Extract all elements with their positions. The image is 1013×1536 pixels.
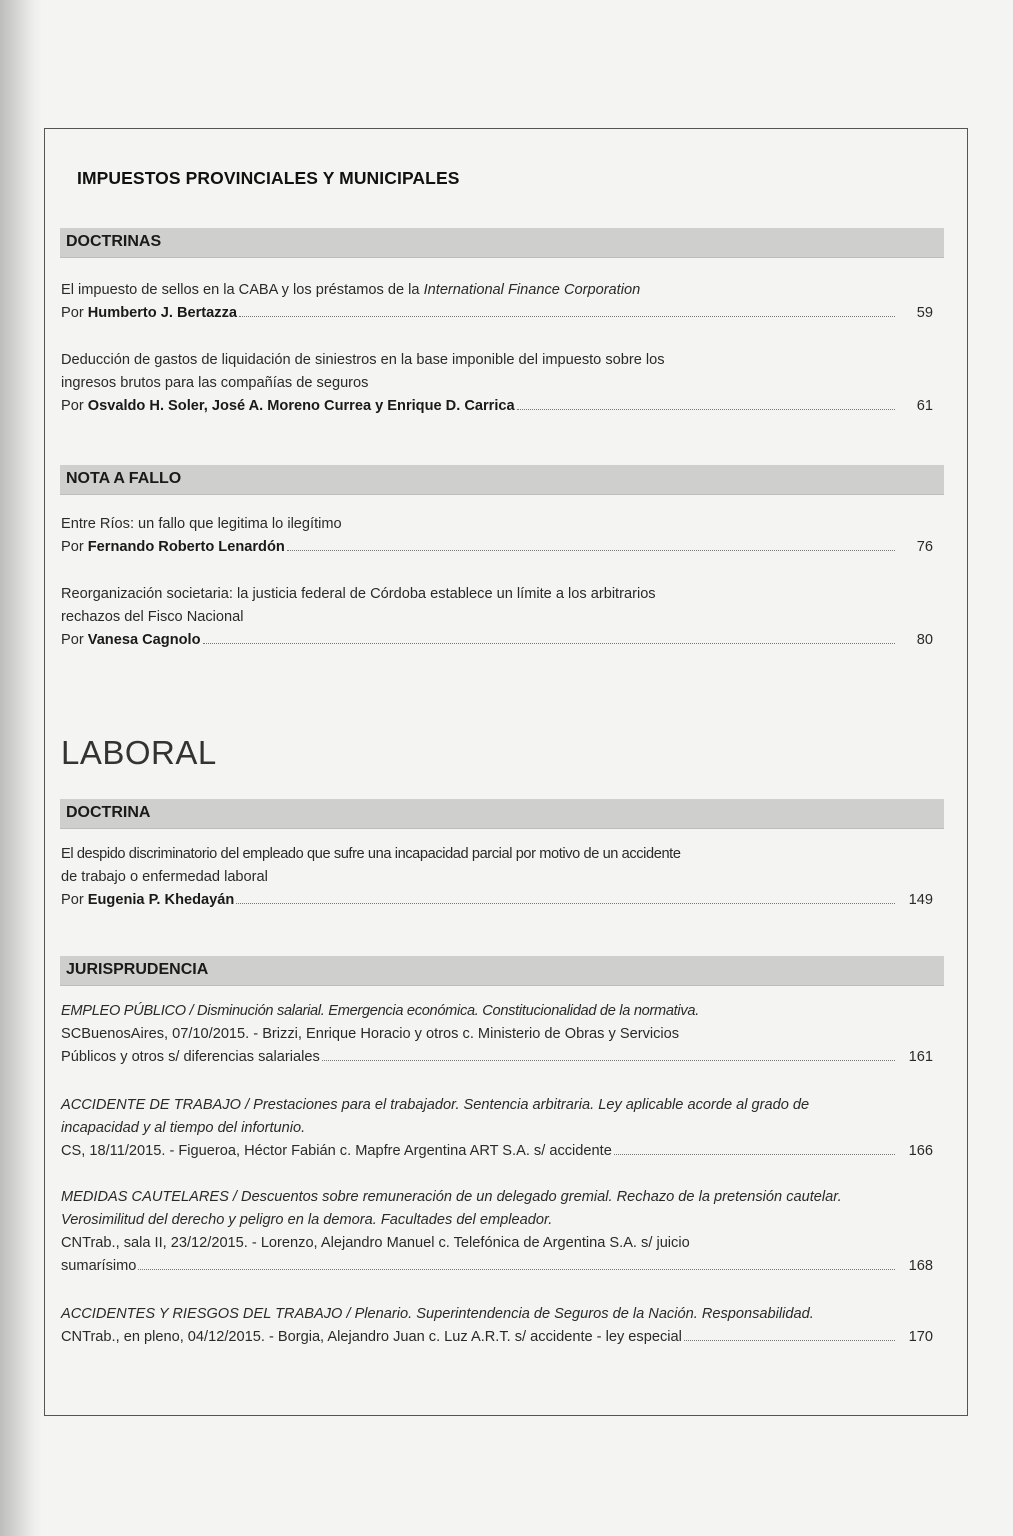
toc-entry[interactable] (61, 1303, 941, 1349)
entry-citation-last: CS, 18/11/2015. - Figueroa, Héctor Fabián c. Mapfre Argentina ART S.A. s/ accidente 166 (61, 1140, 941, 1163)
entry-summary: MEDIDAS CAUTELARES / Descuentos sobre remuneración de un delegado gremial. Rechazo de la pretensión cautelar. Verosimilitud del derecho y peligro en la demora. Facultades del empleador. (61, 1189, 842, 1228)
toc-entry[interactable] (61, 1000, 941, 1069)
dot-leader (236, 902, 895, 904)
entry-title: Deducción de gastos de liquidación de siniestros en la base imponible del impuesto sobre los (61, 352, 665, 368)
section-title-impuestos: IMPUESTOS PROVINCIALES Y MUNICIPALES (77, 168, 460, 188)
page-number: 166 (908, 1143, 933, 1159)
entry-byline: Por Osvaldo H. Soler, José A. Moreno Currea y Enrique D. Carrica 61 (61, 395, 941, 418)
dot-leader (322, 1059, 895, 1061)
entry-author: Vanesa Cagnolo (87, 632, 201, 648)
entry-author: Fernando Roberto Lenardón (87, 539, 285, 555)
toc-entry[interactable] (61, 349, 941, 418)
category-label: DOCTRINAS (66, 233, 162, 250)
toc-entry[interactable] (61, 1186, 941, 1278)
entry-author: Osvaldo H. Soler, José A. Moreno Currea y Enrique D. Carrica (87, 398, 515, 414)
entry-byline: Por Eugenia P. Khedayán 149 (61, 889, 941, 912)
page-number: 168 (908, 1258, 933, 1274)
entry-title: Entre Ríos: un fallo que legitima lo ilegítimo (61, 516, 342, 532)
dot-leader (684, 1339, 895, 1341)
entry-summary: EMPLEO PÚBLICO / Disminución salarial. Emergencia económica. Constitucionalidad de la normativa. (61, 1003, 699, 1019)
entry-title: El despido discriminatorio del empleado que sufre una incapacidad parcial por motivo de un accidente (61, 846, 681, 862)
dot-leader (203, 642, 896, 644)
entry-byline: Por Vanesa Cagnolo 80 (61, 629, 941, 652)
entry-summary: ACCIDENTES Y RIESGOS DEL TRABAJO / Plenario. Superintendencia de Seguros de la Nación. Responsabilidad. (61, 1306, 814, 1322)
page-number: 76 (916, 539, 933, 555)
page-number: 80 (916, 632, 933, 648)
entry-author: Eugenia P. Khedayán (87, 892, 235, 908)
toc-entry[interactable] (61, 583, 941, 652)
category-bar-doctrinas (60, 228, 944, 258)
toc-entry[interactable] (61, 1094, 941, 1163)
category-bar-doctrina (60, 799, 944, 829)
entry-author: Humberto J. Bertazza (87, 305, 237, 321)
category-label: NOTA A FALLO (66, 470, 182, 487)
page-number: 59 (916, 305, 933, 321)
entry-citation: CNTrab., sala II, 23/12/2015. - Lorenzo, Alejandro Manuel c. Telefónica de Argentina S.A. s/ juicio (61, 1235, 690, 1251)
page-number: 61 (916, 398, 933, 414)
dot-leader (287, 549, 895, 551)
category-label: DOCTRINA (66, 804, 151, 821)
entry-summary: ACCIDENTE DE TRABAJO / Prestaciones para el trabajador. Sentencia arbitraria. Ley aplicable acorde al grado de incapacidad y al tiempo del infortunio. (61, 1097, 810, 1136)
entry-title-cont: de trabajo o enfermedad laboral (61, 869, 268, 885)
entry-citation-last: Públicos y otros s/ diferencias salariales 161 (61, 1046, 941, 1069)
toc-entry[interactable] (61, 513, 941, 559)
category-bar-jurisprudencia (60, 956, 944, 986)
entry-citation-last: sumarísimo 168 (61, 1255, 941, 1278)
page-number: 170 (908, 1329, 933, 1345)
category-bar-nota-fallo (60, 465, 944, 495)
entry-title: El impuesto de sellos en la CABA y los préstamos de la International Finance Corporation (61, 282, 641, 298)
entry-byline: Por Humberto J. Bertazza 59 (61, 302, 941, 325)
section-title-laboral: LABORAL (61, 734, 217, 771)
category-label: JURISPRUDENCIA (66, 961, 209, 978)
page-number: 161 (908, 1049, 933, 1065)
page-binding-shadow (0, 0, 42, 1536)
entry-citation-last: CNTrab., en pleno, 04/12/2015. - Borgia, Alejandro Juan c. Luz A.R.T. s/ accidente - ley especial 170 (61, 1326, 941, 1349)
entry-title-cont: rechazos del Fisco Nacional (61, 609, 244, 625)
page-number: 149 (908, 892, 933, 908)
toc-entry[interactable] (61, 279, 941, 325)
dot-leader (614, 1153, 895, 1155)
entry-byline: Por Fernando Roberto Lenardón 76 (61, 536, 941, 559)
dot-leader (517, 408, 895, 410)
toc-entry[interactable] (61, 843, 941, 912)
dot-leader (239, 315, 895, 317)
dot-leader (138, 1268, 895, 1270)
entry-title-cont: ingresos brutos para las compañías de seguros (61, 375, 369, 391)
entry-citation: SCBuenosAires, 07/10/2015. - Brizzi, Enrique Horacio y otros c. Ministerio de Obras y Servicios (61, 1026, 680, 1042)
entry-title: Reorganización societaria: la justicia federal de Córdoba establece un límite a los arbitrarios (61, 586, 656, 602)
